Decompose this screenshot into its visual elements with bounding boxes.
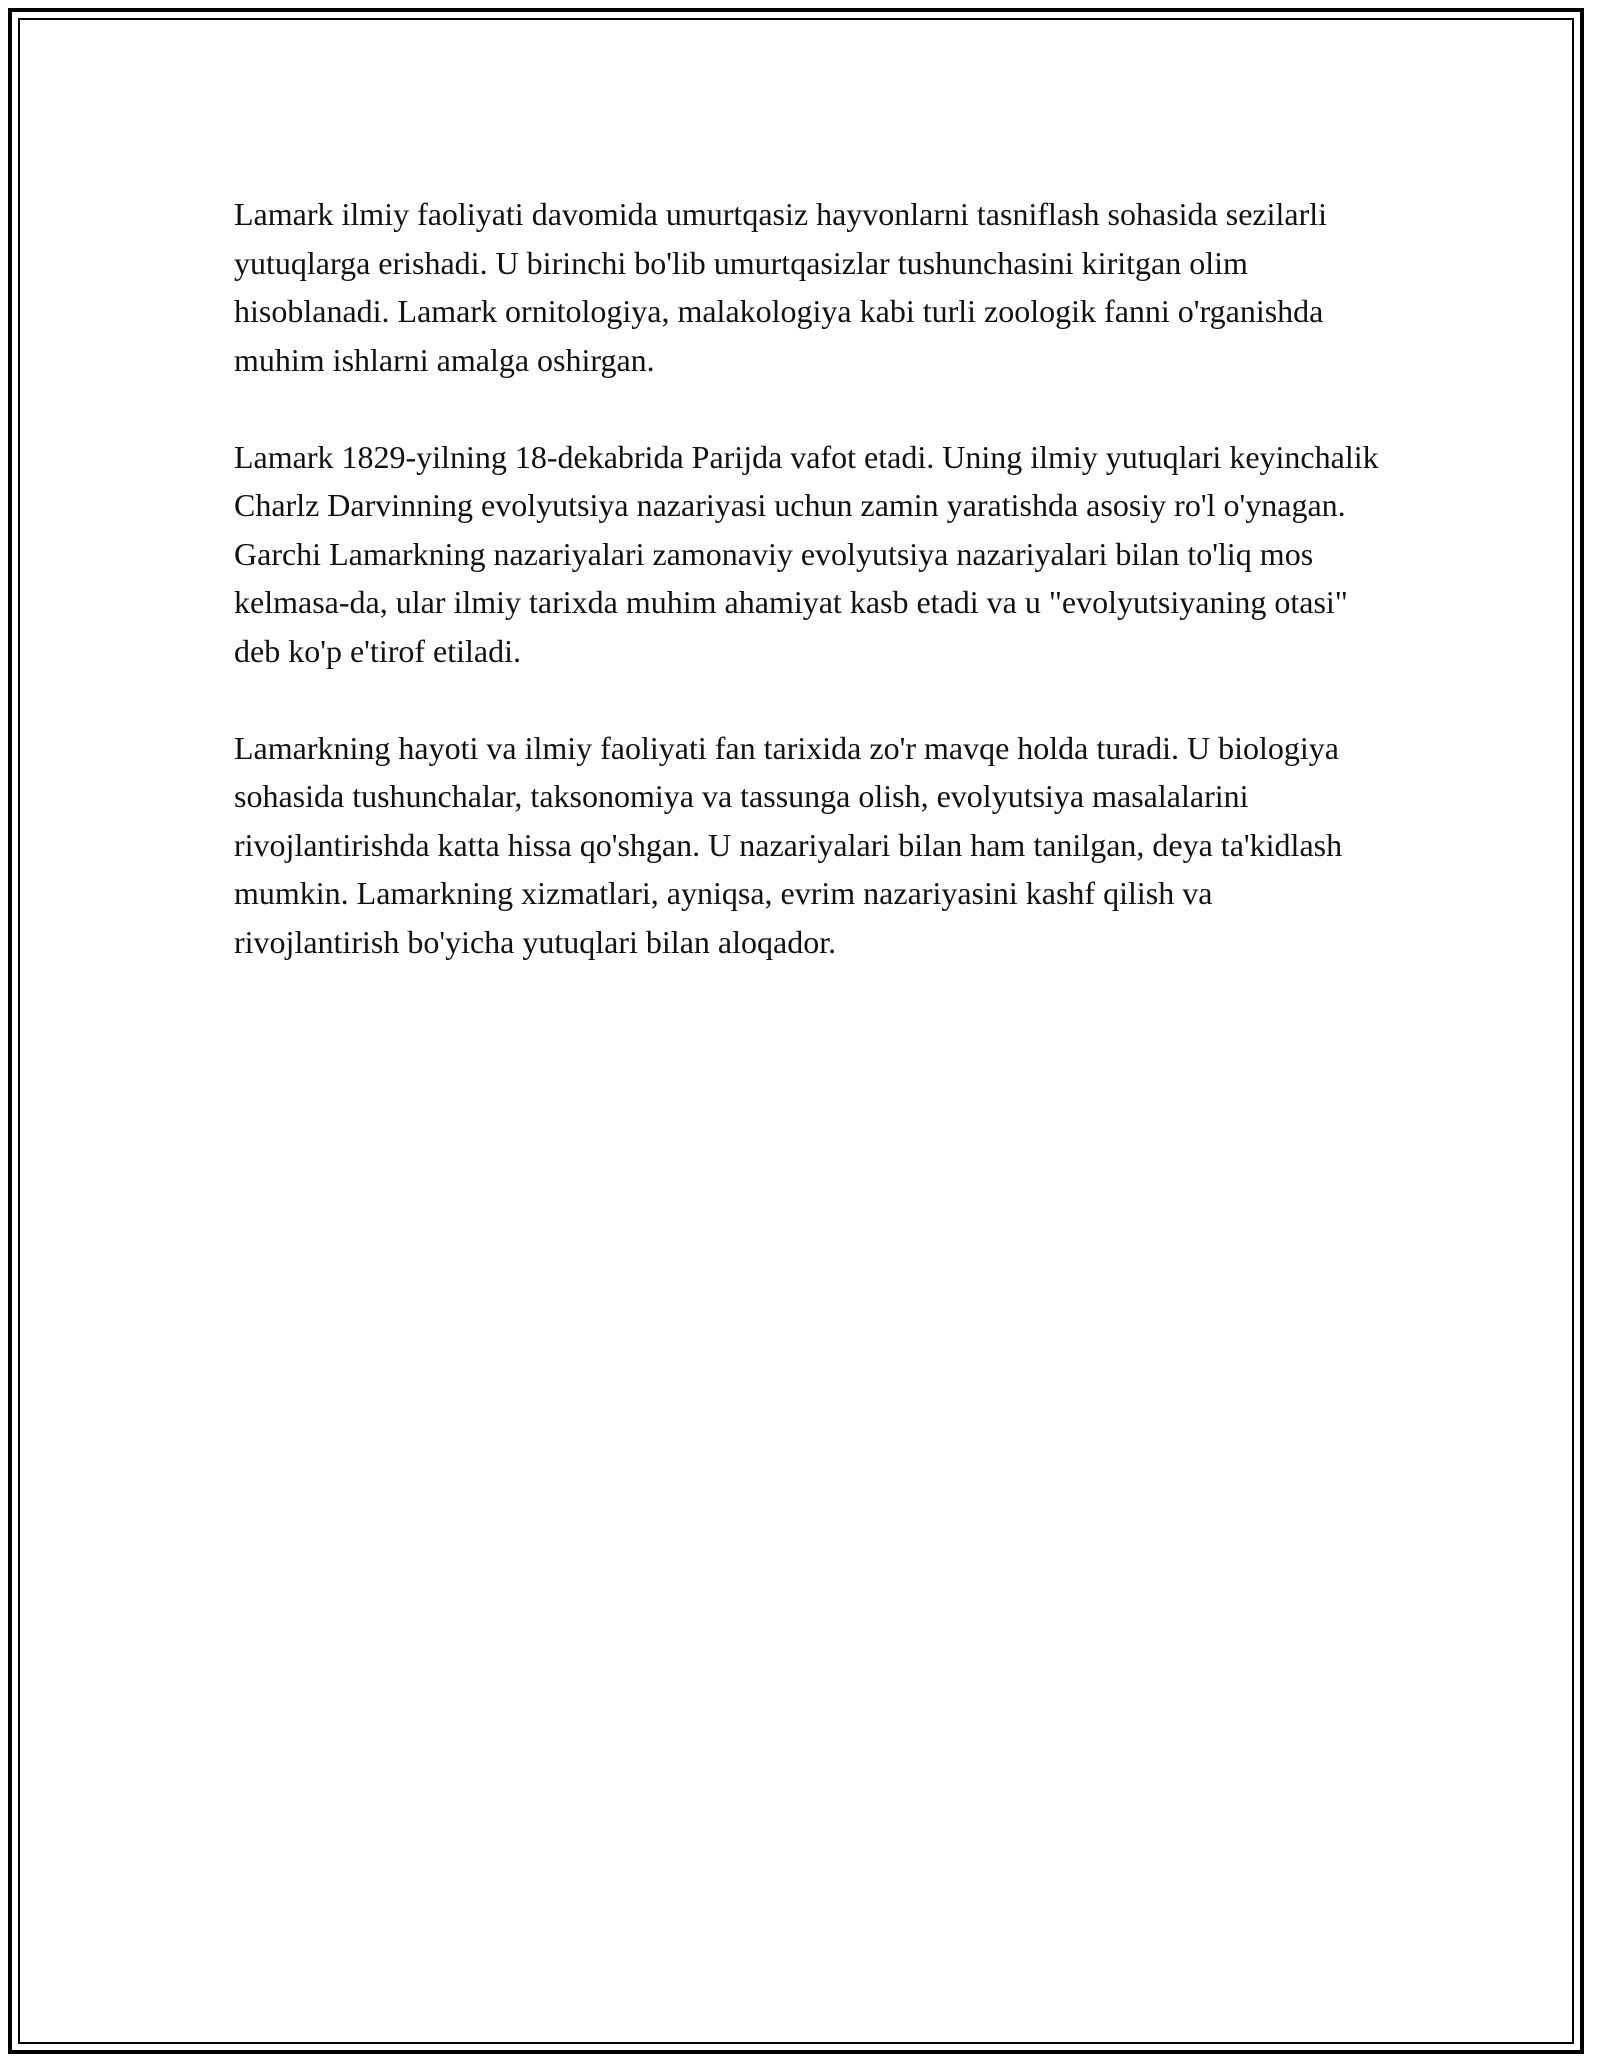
document-page [8,8,1584,2054]
paragraph-2: Lamark 1829-yilning 18-dekabrida Parijda vafot etadi. Uning ilmiy yutuqlari keyinchalik Charlz Darvinning evolyutsiya nazariyasi uchun zamin yaratishda asosiy ro'l o'ynagan. Garchi Lamarkning nazariyalari zamonaviy evolyutsiya nazariyalari bilan to'liq mos kelmasa-da, ular ilmiy tarixda muhim ahamiyat kasb etadi va u "evolyutsiyaning otasi" deb ko'p e'tirof etiladi. [234,438,1379,669]
paragraph-3: Lamarkning hayoti va ilmiy faoliyati fan tarixida zo'r mavqe holda turadi. U biologiya sohasida tushunchalar, taksonomiya va tassunga olish, evolyutsiya masalalarini rivojlantirishda katta hissa qo'shgan. U nazariyalari bilan ham tanilgan, deya ta'kidlash mumkin. Lamarkning xizmatlari, ayniqsa, evrim nazariyasini kashf qilish va rivojlantirish bo'yicha yutuqlari bilan aloqador. [234,729,1343,960]
document-body [234,190,1384,1015]
paragraph-1: Lamark ilmiy faoliyati davomida umurtqasiz hayvonlarni tasniflash sohasida sezilarli yutuqlarga erishadi. U birinchi bo'lib umurtqasizlar tushunchasini kiritgan olim hisoblanadi. Lamark ornitologiya, malakologiya kabi turli zoologik fanni o'rganishda muhim ishlarni amalga oshirgan. [234,196,1328,378]
